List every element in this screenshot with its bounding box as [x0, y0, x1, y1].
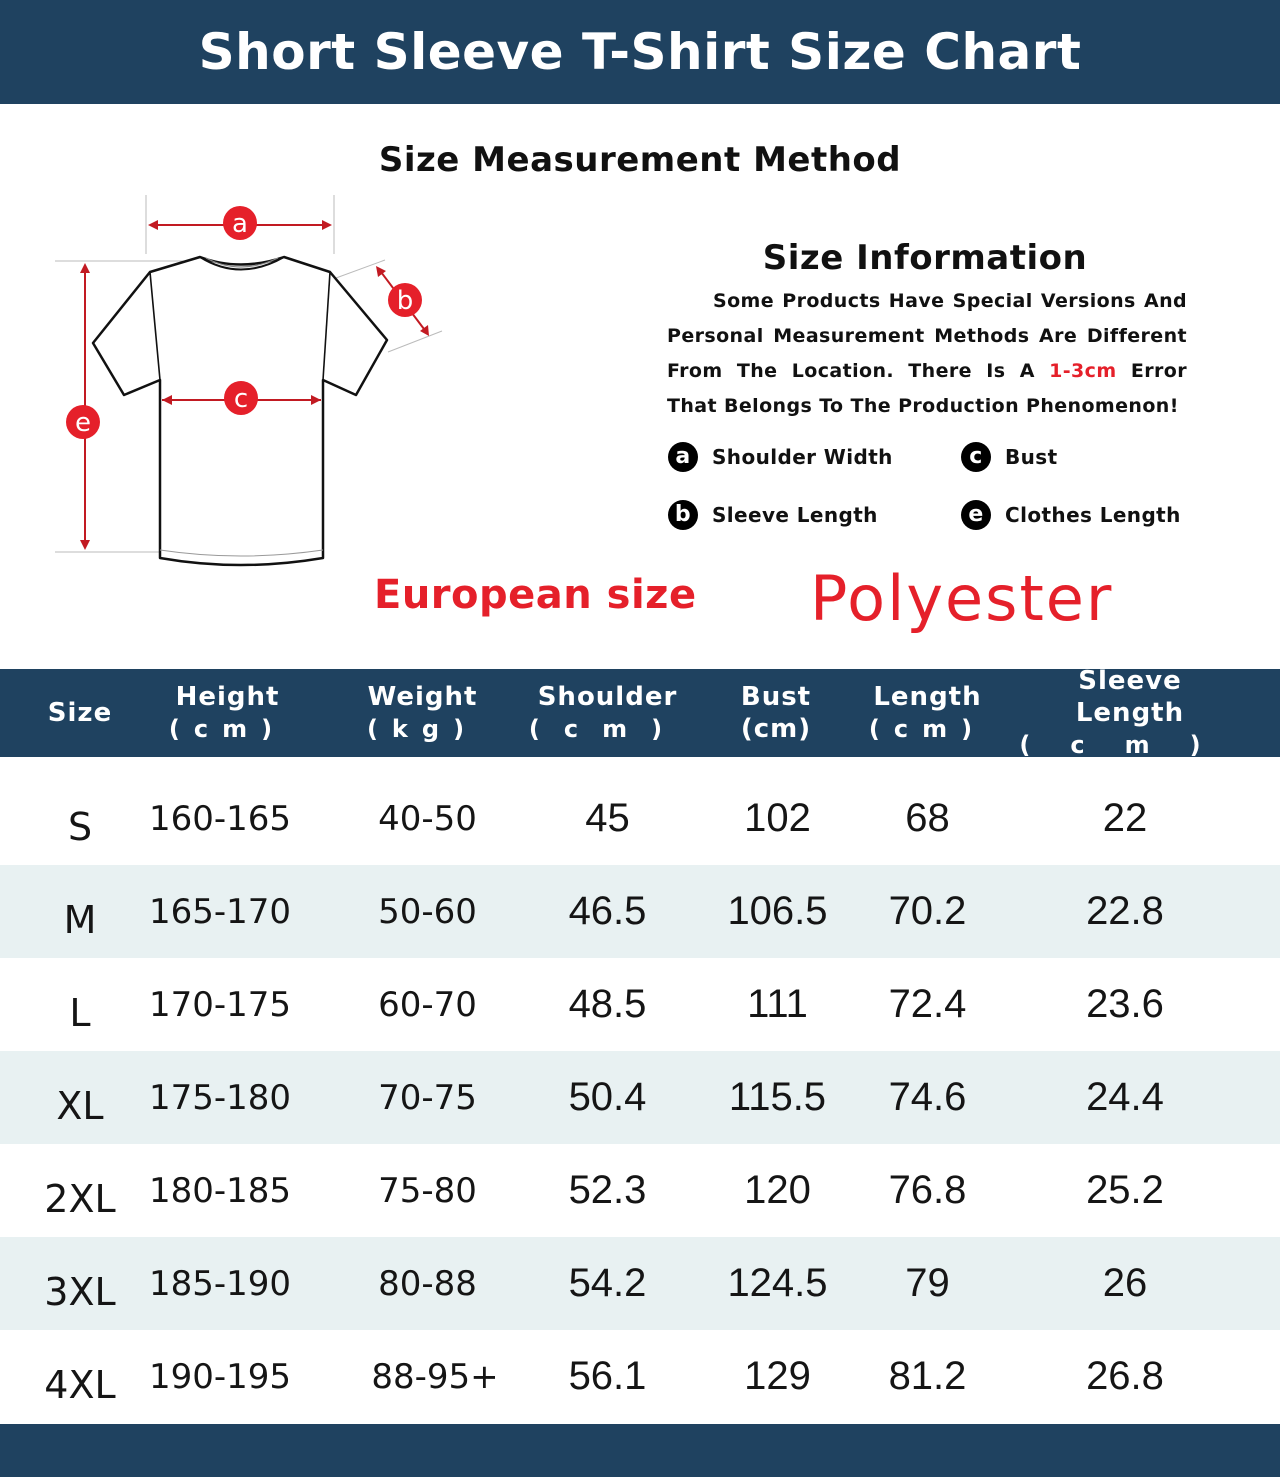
cell-weight: 40-50 — [378, 798, 477, 839]
cell-weight: 60-70 — [378, 984, 477, 1025]
cell-sleeve-length: 25.2 — [1086, 1168, 1164, 1212]
cell-height: 185-190 — [148, 1263, 292, 1304]
cell-shoulder: 46.5 — [568, 889, 647, 933]
measurement-legend — [668, 442, 1188, 542]
cell-height: 180-185 — [148, 1170, 292, 1211]
info-text-part: Error That Belongs To The Production Phenomenon! — [667, 360, 1187, 417]
legend-label: Clothes Length — [1005, 503, 1181, 527]
cell-length: 81.2 — [888, 1354, 967, 1398]
table-row — [0, 865, 1280, 958]
table-row — [0, 1330, 1280, 1423]
size-table-header — [0, 666, 1280, 759]
cell-sleeve-length: 23.6 — [1086, 982, 1164, 1026]
size-table-body — [0, 772, 1280, 1423]
cell-bust: 124.5 — [727, 1261, 828, 1305]
column-header-size: Size — [47, 698, 113, 728]
legend-sleeve-length — [668, 500, 878, 530]
table-row — [0, 772, 1280, 865]
legend-label: Sleeve Length — [712, 503, 878, 527]
marker-a: a — [232, 209, 248, 239]
badge-a-icon: a — [668, 442, 698, 472]
cell-length: 76.8 — [888, 1168, 967, 1212]
cell-bust: 115.5 — [728, 1075, 827, 1119]
cell-length: 79 — [905, 1261, 950, 1305]
european-size-label: European size — [374, 572, 697, 618]
cell-weight: 88-95+ — [371, 1356, 499, 1397]
cell-size: L — [69, 990, 91, 1035]
size-information-title: Size Information — [762, 238, 1088, 278]
cell-size: S — [67, 804, 93, 849]
material-label: Polyester — [810, 562, 1114, 635]
table-row — [0, 1237, 1280, 1330]
cell-sleeve-length: 26.8 — [1086, 1354, 1164, 1398]
cell-bust: 111 — [747, 982, 808, 1026]
cell-length: 74.6 — [888, 1075, 967, 1119]
cell-height: 160-165 — [148, 798, 292, 839]
marker-e: e — [75, 408, 91, 438]
cell-height: 165-170 — [148, 891, 292, 932]
cell-sleeve-length: 22 — [1102, 796, 1148, 840]
size-information-text — [667, 284, 1187, 424]
cell-length: 70.2 — [888, 889, 967, 933]
cell-sleeve-length: 22.8 — [1086, 889, 1164, 933]
column-header-weight: Weight (kg) — [366, 682, 479, 743]
cell-shoulder: 56.1 — [568, 1354, 647, 1398]
header-banner — [0, 0, 1280, 104]
cell-weight: 50-60 — [378, 891, 477, 932]
legend-label: Bust — [1005, 445, 1058, 469]
badge-b-icon: b — [668, 500, 698, 530]
cell-shoulder: 52.3 — [568, 1168, 647, 1212]
marker-c: c — [233, 384, 249, 414]
cell-sleeve-length: 26 — [1102, 1261, 1148, 1305]
footer-bar — [0, 1424, 1280, 1477]
column-header-sleeve-length: Sleeve Length (cm) — [1019, 666, 1241, 759]
badge-c-icon: c — [961, 442, 991, 472]
legend-clothes-length — [961, 500, 1181, 530]
cell-size: 2XL — [44, 1176, 116, 1221]
column-header-shoulder: Shoulder (cm) — [528, 682, 687, 743]
cell-shoulder: 54.2 — [568, 1261, 647, 1305]
cell-weight: 80-88 — [378, 1263, 477, 1304]
cell-size: XL — [56, 1083, 104, 1128]
cell-bust: 120 — [744, 1168, 811, 1212]
column-header-bust: Bust (cm) — [740, 682, 812, 744]
cell-height: 175-180 — [148, 1077, 292, 1118]
badge-e-icon: e — [961, 500, 991, 530]
page-title: Short Sleeve T-Shirt Size Chart — [198, 23, 1082, 81]
cell-size: 4XL — [44, 1362, 116, 1407]
table-row — [0, 1051, 1280, 1144]
tshirt-diagram — [40, 190, 460, 580]
cell-bust: 102 — [744, 796, 811, 840]
error-range: 1-3cm — [1049, 360, 1117, 382]
table-row — [0, 958, 1280, 1051]
legend-bust — [961, 442, 1058, 472]
table-row — [0, 1144, 1280, 1237]
cell-sleeve-length: 24.4 — [1086, 1075, 1164, 1119]
measurement-method-title: Size Measurement Method — [378, 140, 902, 180]
cell-length: 72.4 — [888, 982, 967, 1026]
legend-shoulder-width — [668, 442, 893, 472]
cell-weight: 70-75 — [378, 1077, 477, 1118]
legend-label: Shoulder Width — [712, 445, 893, 469]
column-header-height: Height (cm) — [168, 682, 287, 743]
cell-size: M — [63, 897, 97, 942]
cell-shoulder: 50.4 — [568, 1075, 647, 1119]
cell-bust: 129 — [744, 1354, 811, 1398]
info-text-part: Some Products Have Special Versions And Personal Measurement Methods Are Different From The Location. There Is A — [667, 290, 1187, 382]
cell-size: 3XL — [44, 1269, 116, 1314]
cell-shoulder: 45 — [585, 796, 630, 840]
cell-weight: 75-80 — [378, 1170, 477, 1211]
cell-length: 68 — [905, 796, 950, 840]
cell-height: 190-195 — [148, 1356, 292, 1397]
cell-bust: 106.5 — [727, 889, 828, 933]
cell-height: 170-175 — [148, 984, 292, 1025]
column-header-length: Length (cm) — [868, 682, 987, 743]
marker-b: b — [396, 286, 414, 316]
cell-shoulder: 48.5 — [568, 982, 647, 1026]
